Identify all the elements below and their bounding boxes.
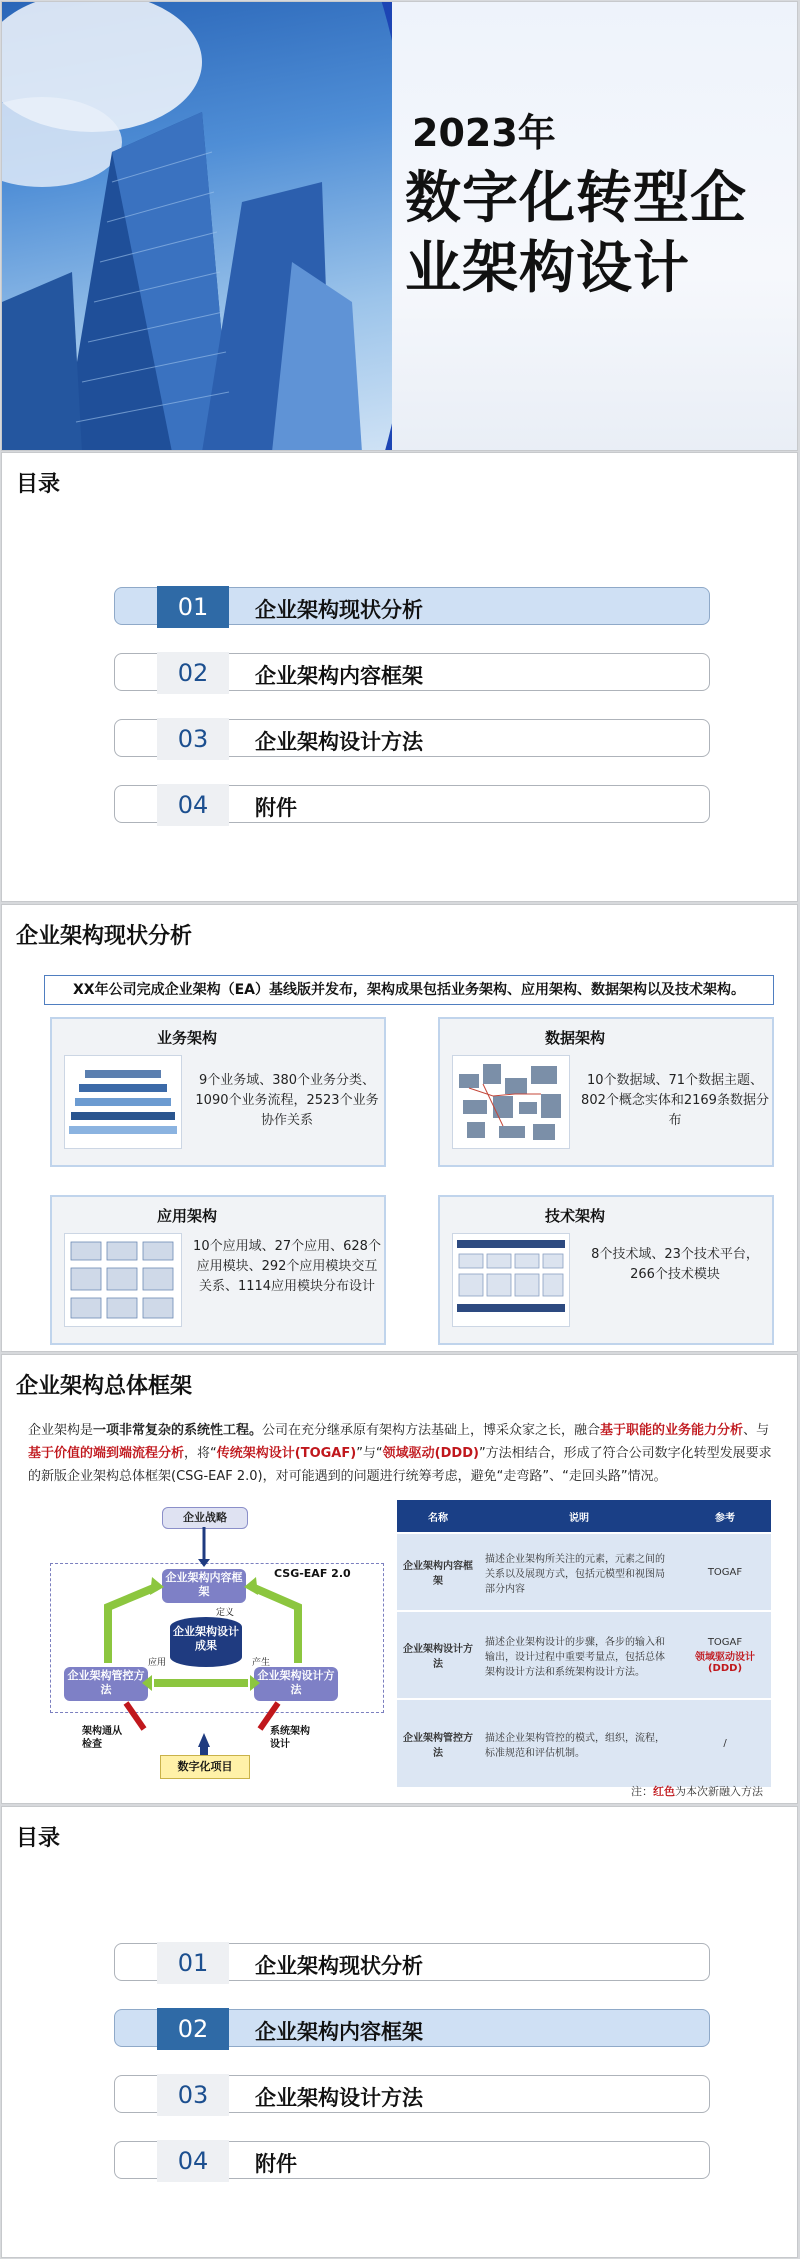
toc-item-01[interactable] [114, 1943, 710, 1981]
panel-title: 技术架构 [544, 1207, 605, 1225]
toc-number: 03 [157, 2074, 229, 2116]
table-header: 说明 [479, 1500, 679, 1533]
toc-label: 企业架构现状分析 [255, 598, 423, 622]
toc-number: 01 [157, 1942, 229, 1984]
framework-slide [1, 1354, 798, 1804]
framework-table [397, 1500, 771, 1787]
strategy-box: 企业战略 [162, 1507, 248, 1529]
table-note: 注：红色为本次新融入方法 [631, 1785, 763, 1798]
toc-label: 企业架构设计方法 [255, 2086, 423, 2110]
eaf-label: CSG-EAF 2.0 [274, 1567, 351, 1580]
outcome-cylinder: 企业架构设计成果 [170, 1617, 242, 1667]
apply-label: 应用 [148, 1658, 167, 1668]
toc-item-03[interactable] [114, 2075, 710, 2113]
toc-label: 附件 [255, 2152, 297, 2176]
toc-item-03[interactable] [114, 719, 710, 757]
check-label: 架构通从检查 [82, 1726, 122, 1750]
define-label: 定义 [216, 1608, 235, 1618]
analysis-slide [1, 904, 798, 1352]
slide-title: 企业架构总体框架 [16, 1374, 193, 1399]
panel-description: 9个业务域、380个业务分类、1090个业务流程，2523个业务协作关系 [195, 1073, 379, 1128]
toc-number: 02 [157, 2008, 229, 2050]
cover-slide [1, 1, 798, 451]
toc-item-02[interactable] [114, 653, 710, 691]
toc-label: 企业架构现状分析 [255, 1954, 423, 1978]
table-row: 企业架构设计方法 描述企业架构设计的步骤，各步的输入和输出，设计过程中重要考量点，包括总体架构设计方法和系统架构设计方法。 TOGAF 领域驱动设计(DDD) [397, 1611, 771, 1699]
framework-paragraph: 企业架构是一项非常复杂的系统性工程。公司在充分继承原有架构方法基础上，博采众家之长，融合基于职能的业务能力分析、与基于价值的端到端流程分析，将“传统架构设计(TOGAF)”与“领域驱动(DDD)”方法相结合，形成了符合公司数字化转型发展要求的新版企业架构总体框架(CSG-EAF 2.0)，对可能遇到的问题进行统筹考虑，避免“走弯路”、“走回头路”情况。 [28, 1423, 772, 1484]
technology-architecture-thumbnail [452, 1233, 570, 1327]
toc-number: 04 [157, 2140, 229, 2182]
panel-business [50, 1017, 386, 1167]
cover-title-line2: 业架构设计 [405, 236, 690, 301]
panel-description: 10个应用域、27个应用、628个应用模块、292个应用模块交互关系、1114应用模块分布设计 [193, 1239, 381, 1294]
skyscraper-image [2, 2, 392, 451]
cover-title-line1: 数字化转型企 [405, 166, 747, 231]
table-row: 企业架构管控方法 描述企业架构管控的模式，组织，流程，标准规范和评估机制。 / [397, 1699, 771, 1787]
table-header: 名称 [397, 1500, 479, 1533]
cover-year: 2023年 [412, 111, 556, 155]
analysis-banner: XX年公司完成企业架构（EA）基线版并发布，架构成果包括业务架构、应用架构、数据架构以及技术架构。 [44, 975, 774, 1005]
slide-title: 目录 [16, 1826, 61, 1851]
toc-number: 03 [157, 718, 229, 760]
produce-label: 产生 [252, 1658, 271, 1668]
panel-description: 10个数据域、71个数据主题、802个概念实体和2169条数据分布 [581, 1073, 769, 1128]
business-architecture-thumbnail [64, 1055, 182, 1149]
toc-item-02[interactable] [114, 2009, 710, 2047]
toc-label: 企业架构内容框架 [255, 2020, 423, 2044]
system-design-label: 系统架构设计 [270, 1726, 310, 1750]
toc-slide-2 [1, 1806, 798, 2258]
toc-label: 企业架构设计方法 [255, 730, 423, 754]
toc-item-04[interactable] [114, 785, 710, 823]
design-method-box: 企业架构设计方法 [254, 1667, 338, 1701]
cover-title [405, 164, 747, 304]
slide-title: 目录 [16, 472, 61, 497]
panel-application [50, 1195, 386, 1345]
toc-label: 企业架构内容框架 [255, 664, 423, 688]
cover-arc [152, 2, 392, 451]
table-header: 参考 [679, 1500, 771, 1533]
panel-title: 数据架构 [544, 1029, 605, 1047]
toc-number: 04 [157, 784, 229, 826]
data-architecture-thumbnail [452, 1055, 570, 1149]
digital-project-box: 数字化项目 [160, 1755, 250, 1779]
toc-label: 附件 [255, 796, 297, 820]
toc-number: 02 [157, 652, 229, 694]
application-architecture-thumbnail [64, 1233, 182, 1327]
panel-description: 8个技术域、23个技术平台，266个技术模块 [591, 1247, 759, 1282]
framework-diagram [48, 1507, 388, 1787]
panel-technology [438, 1195, 774, 1345]
toc-item-01[interactable] [114, 587, 710, 625]
toc-number: 01 [157, 586, 229, 628]
content-framework-box: 企业架构内容框架 [162, 1569, 246, 1603]
panel-title: 应用架构 [156, 1207, 217, 1225]
toc-item-04[interactable] [114, 2141, 710, 2179]
toc-slide-1 [1, 452, 798, 902]
slide-title: 企业架构现状分析 [16, 924, 193, 949]
table-row: 企业架构内容框架 描述企业架构所关注的元素，元素之间的关系以及展现方式，包括元模型和视图局部分内容 TOGAF [397, 1533, 771, 1611]
panel-data [438, 1017, 774, 1167]
control-method-box: 企业架构管控方法 [64, 1667, 148, 1701]
panel-title: 业务架构 [156, 1029, 217, 1047]
